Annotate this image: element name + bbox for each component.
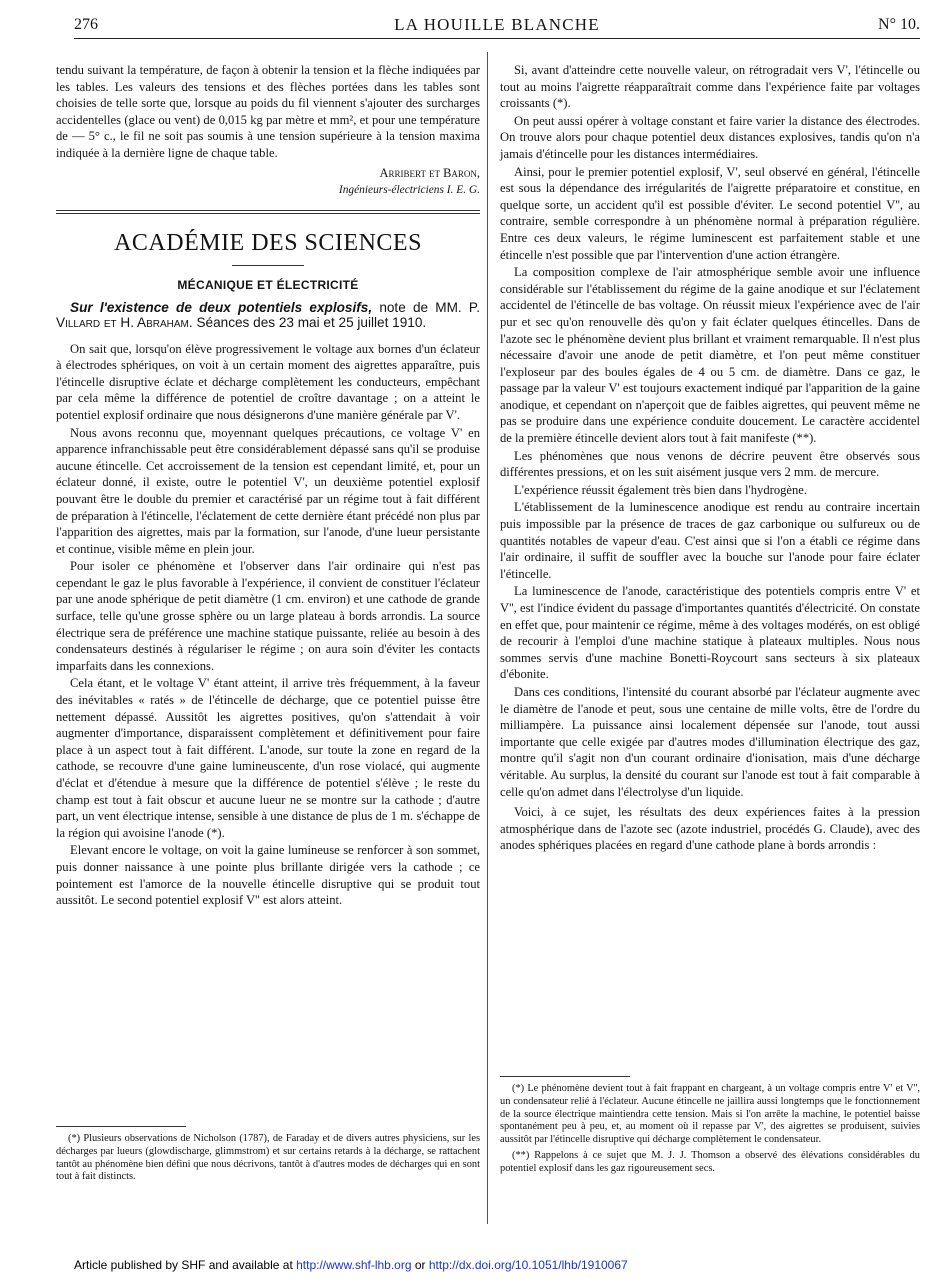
column-separator xyxy=(487,52,488,1224)
doi-link[interactable]: http://dx.doi.org/10.1051/lhb/1910067 xyxy=(428,1258,628,1272)
signature-names: Arribert et Baron, xyxy=(379,165,480,180)
article-heading xyxy=(56,300,480,331)
footnote: (*) Plusieurs observations de Nicholson (1787), de Faraday et de divers autres physiciens, sur les décharges par lueurs (glowdischarge, glimmstrom) et sur certains retards à la décharge, se rattachent tantôt au phénomène bien défini que nous décrivons, tantôt à d'autres modes de décharges qui en sont tout à fait distincts. xyxy=(56,1133,480,1183)
footnote-rule xyxy=(500,1076,630,1077)
footnote: (**) Rappelons à ce sujet que M. J. J. Thomson a observé des élévations considérables du potentiel explosif dans les gaz rigoureusement secs. xyxy=(500,1149,920,1174)
notice-text: Article published by SHF and available at xyxy=(74,1258,297,1272)
body-paragraph: On sait que, lorsqu'on élève progressivement le voltage aux bornes d'un éclateur à électrodes sphériques, on voit à un certain moment des aigrettes apparaître, puis l'étincelle disruptive éclate et décharge complètement les conducteurs, empêchant par cela même la différence de potentiel de croître davantage ; on a atteint le potentiel explosif ordinaire que nous désignerons d'une manière générale par V'. xyxy=(56,341,480,422)
body-paragraph: Voici, à ce sujet, les résultats des deux expériences faites à la pression atmosphérique dans de l'azote sec (azote industriel, procédés G. Claude), avec des anodes sphériques placées en regard d'une cathode plane à bords arrondis : xyxy=(500,805,920,853)
issue-number: N° 10. xyxy=(878,16,920,33)
heading-rule xyxy=(232,265,304,266)
body-paragraph: Nous avons reconnu que, moyennant quelques précautions, ce voltage V' en apparence infranchissable peut être considérablement dépassé sans qu'il se produise aucune étincelle. Cet accroissement de la tension est cependant limité, et, pour un éclateur donné, il existe, outre le potentiel V', un deuxième potentiel explosif pouvant être le double du premier et caractérisé par un régime tout à fait différent de préparation à l'étincelle, l'éclatement de cette dernière étant précédé non plus par l'apparition des aigrettes, mais par la formation, sur l'anode, d'une lueur persistante et continue, visible même en plein jour. xyxy=(56,425,480,556)
footnote: (*) Le phénomène devient tout à fait frappant en chargeant, à un voltage compris entre V' et V'', un condensateur relié à l'éclateur. Aucune étincelle ne jaillira aussi longtemps que le fonctionnement de la source électrique maintiendra cette tension. Mais si l'on arrête la machine, le potentiel baisse spontanément peu à peu, et, au moment où il repasse par V', des aigrettes se produisent, suivies aussitôt par l'étincelle disruptive qui décharge complètement le condensateur. xyxy=(500,1083,920,1146)
notice-or: or xyxy=(411,1258,429,1272)
body-paragraph: La composition complexe de l'air atmosphérique semble avoir une influence considérable sur l'établissement du régime de la gaine anodique et sur l'éclatement accidentel de l'étincelle de bas voltage. On réussit mieux l'expérience avec de l'air pur et sec qu'on renouvelle dès qu'on y fait éclater quelques étincelles. Dans de l'azote sec le phénomène devient plus brillant et vraiment remarquable. Il n'est plus nécessaire d'avoir une anode de petit diamètre, et l'on peut même constituer l'exploseur par des boules égales de 4 ou 5 cm. de diamètre. Dans ce gaz, le passage par la valeur V' est toujours exactement indiqué par l'apparition de la gaine anodique, et cependant on n'aperçoit que de faibles aigrettes, qui peuvent même ne pas se produire dans une expérience conduite doucement. Le caractère accidentel de la première étincelle devient alors tout à fait manifeste (**). xyxy=(500,265,920,446)
left-column xyxy=(56,62,480,909)
article-title: Sur l'existence de deux potentiels explosifs, xyxy=(70,299,373,315)
right-footnotes xyxy=(500,1076,920,1176)
page-header xyxy=(74,14,920,38)
signature-role: Ingénieurs-électriciens I. E. G. xyxy=(338,183,480,196)
academy-heading: ACADÉMIE DES SCIENCES xyxy=(114,229,422,256)
article-authors: P. Villard et H. Abraham. xyxy=(56,299,480,331)
article-sessions: Séances des 23 mai et 25 juillet 1910. xyxy=(196,315,427,331)
body-paragraph: L'expérience réussit également très bien dans l'hydrogène. xyxy=(514,482,808,497)
continued-paragraph: tendu suivant la température, de façon à obtenir la tension et la flèche indiquées par les tables. Les valeurs des tensions et des flèches portées dans les tables sont choisies de telle sorte que, lorsque au poids du fil viennent s'ajouter des surcharges accidentelles (glace ou vent) de 0,015 kg par mètre et mm², et pour une température de — 5° c., le fil ne soit pas soumis à une tension supérieure à la tension maxima indiquée à la dernière ligne de chaque table. xyxy=(56,63,480,160)
left-footnotes xyxy=(56,1126,480,1184)
section-heading: MÉCANIQUE ET ÉLECTRICITÉ xyxy=(177,277,359,292)
page-number: 276 xyxy=(74,16,98,33)
body-paragraph: Cela étant, et le voltage V' étant atteint, il arrive très fréquemment, à la faveur des inévitables « ratés » de l'étincelle de décharge, que ce potentiel puisse être nettement dépassé. Aussitôt les aigrettes positives, qu'on s'attendait à voir augmenter d'importance, disparaissent complètement et définitivement pour faire place à un aspect tout à fait différent. L'anode, sur toute la zone en regard de la cathode, se recouvre d'une gaine lumineuscente, d'un rose violacé, qui augmente d'éclat et d'étendue à mesure que la différence de potentiel s'élève ; le reste du champ est tout à fait obscur et aucune lueur ne se montre sur la cathode ; d'autre part, un vent électrique intense, sensible à une distance de plus de 1 m. s'échappe de la région qui avoisine l'anode (*). xyxy=(56,676,480,840)
body-paragraph: Pour isoler ce phénomène et l'observer dans l'air ordinaire qui n'est pas cependant le gaz le plus favorable à l'expérience, il convient de constituer l'éclateur par une anode sphérique de petit diamètre (1 cm. environ) et une cathode de grande surface, telle qu'une grosse sphère ou un large plateau à bords arrondis. La source électrique sera de préférence une machine statique puissante, reliée au besoin à des condensateurs destinés à régulariser le régime ; on aura soin d'éviter les contacts imparfaits dans les connexions. xyxy=(56,559,480,673)
body-paragraph: L'établissement de la luminescence anodique est rendu au contraire incertain puis impossible par la présence de traces de gaz carbonique ou sulfureux ou de quantités notables de vapeur d'eau. C'est ainsi que si l'on a établi ce régime dans l'air ordinaire, il suffit de souffler avec la bouche sur l'anode pour faire éclater l'étincelle. xyxy=(500,500,920,581)
body-paragraph: Elevant encore le voltage, on voit la gaine lumineuse se renforcer à son sommet, puis donner naissance à une pointe plus brillante dirigée vers la cathode ; ce pointement est l'amorce de la nouvelle étincelle disruptive qui se produit tout aussitôt. Le second potentiel explosif V'' est alors atteint. xyxy=(56,843,480,908)
signature xyxy=(56,165,480,198)
body-paragraph: Ainsi, pour le premier potentiel explosif, V', seul observé en général, l'étincelle est sous la dépendance des irrégularités de l'aigrette préparatoire et constitue, en quelque sorte, un accident qu'il est possible d'éviter. Le second potentiel V'', au contraire, semble correspondre à un phénomène normal à préparation régulière. Entre ces deux valeurs, le régime luminescent est parfaitement stable et une étincelle n'est possible que par l'intervention d'une action étrangère. xyxy=(500,164,920,262)
right-column xyxy=(500,62,920,854)
body-paragraph: Les phénomènes que nous venons de décrire peuvent être observés sous différentes pressions, et on les suit aisément jusque vers 2 mm. de mercure. xyxy=(500,448,920,480)
body-paragraph: On peut aussi opérer à voltage constant et faire varier la distance des électrodes. On trouve alors pour chaque potentiel deux distances explosives, tandis qu'on n'a jamais d'étincelle pour les distances intermédiaires. xyxy=(500,113,920,161)
body-paragraph: Si, avant d'atteindre cette nouvelle valeur, on rétrogradait vers V', l'étincelle ou tout au moins l'aigrette réapparaîtrait comme dans l'expérience faite par voltages croissants (*). xyxy=(500,63,920,111)
header-rule xyxy=(74,38,920,39)
note-by: note de MM. xyxy=(379,299,462,315)
body-paragraph: La luminescence de l'anode, caractéristique des potentiels compris entre V' et V'', est l'indice évident du passage d'importantes quantités d'électricité. On constate en effet que, pour maintenir ce régime, même à des voltages modérés, on est obligé de recourir à l'emploi d'une machine statique à plateaux multiples. Nous nous sommes servis d'une machine Bonetti-Roycourt sans secteurs à six plateaux d'ébonite. xyxy=(500,584,920,682)
body-paragraph: Dans ces conditions, l'intensité du courant absorbé par l'éclateur augmente avec le diamètre de l'anode et peut, sous une centaine de mille volts, être de l'ordre du milliampère. La puissance ainsi localement dépensée sur l'anode, tout aussi importante que celle exigée par d'autres modes d'illumination électrique des gaz, montre qu'il s'agit non d'un courant ordinaire d'ionisation, mais d'une décharge véritable. Au surplus, la densité du courant sur l'anode est tout à fait comparable à celle qu'on admet dans l'électrolyse d'un liquide. xyxy=(500,684,920,799)
publication-notice xyxy=(74,1258,924,1272)
section-divider xyxy=(56,210,480,214)
footnote-rule xyxy=(56,1126,186,1127)
shf-link[interactable]: http://www.shf-lhb.org xyxy=(296,1258,412,1272)
journal-title: LA HOUILLE BLANCHE xyxy=(394,15,600,34)
